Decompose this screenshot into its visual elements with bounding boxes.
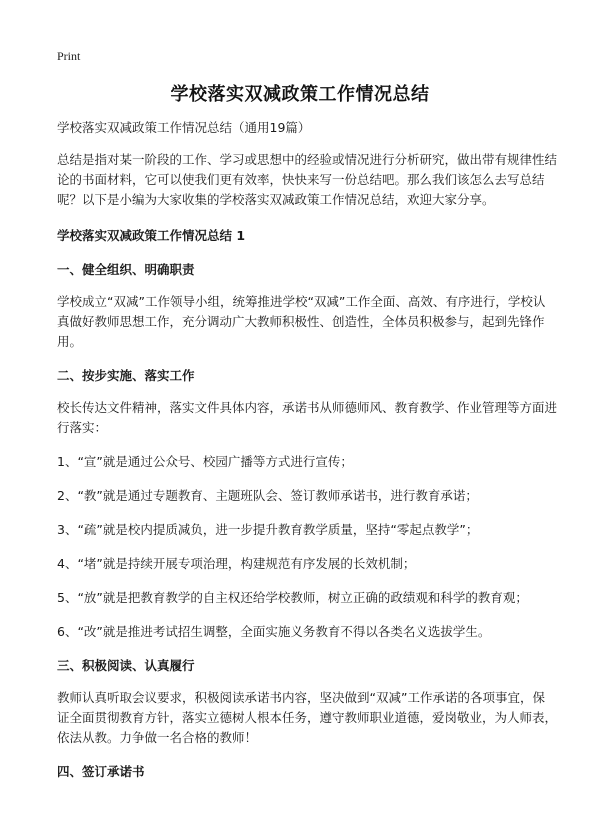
intro-paragraph: 总结是指对某一阶段的工作、学习或思想中的经验或情况进行分析研究，做出带有规律性结论的书面材料，它可以使我们更有效率，快快来写一份总结吧。那么我们该怎么去写总结呢？以下是小编为大家收集的学校落实双减政策工作情况总结，欢迎大家分享。 <box>57 152 558 207</box>
paragraph-3: 教师认真听取会议要求，积极阅读承诺书内容，坚决做到“双减”工作承诺的各项事宜，保证全面贯彻教育方针，落实立德树人根本任务，遵守教师职业道德，爱岗敬业，为人师表，依法从教。力争做一名合格的教师！ <box>57 690 558 745</box>
heading-3: 三、积极阅读、认真履行 <box>57 658 195 673</box>
document-body <box>57 118 557 794</box>
list-item: 3、“疏”就是校内提质减负，进一步提升教育教学质量，坚持“零起点教学”； <box>57 522 479 537</box>
list-item: 1、“宣”就是通过公众号、校园广播等方式进行宣传； <box>57 454 353 469</box>
document-subtitle: 学校落实双减政策工作情况总结（通用19篇） <box>57 120 311 135</box>
paragraph-2: 校长传达文件精神，落实文件具体内容，承诺书从师德师风、教育教学、作业管理等方面进行落实： <box>57 400 558 435</box>
list-item: 2、“教”就是通过专题教育、主题班队会、签订教师承诺书，进行教育承诺； <box>57 488 478 503</box>
paragraph-1: 学校成立“双减”工作领导小组，统筹推进学校“双减”工作全面、高效、有序进行，学校认真做好教师思想工作，充分调动广大教师积极性、创造性，全体员积极参与，起到先锋作用。 <box>57 294 546 349</box>
list-item: 5、“放”就是把教育教学的自主权还给学校教师，树立正确的政绩观和科学的教育观； <box>57 590 528 605</box>
list-item: 4、“堵”就是持续开展专项治理，构建规范有序发展的长效机制； <box>57 556 416 571</box>
heading-1: 一、健全组织、明确职责 <box>57 262 195 277</box>
section-title: 学校落实双减政策工作情况总结 1 <box>57 228 246 243</box>
page-title: 学校落实双减政策工作情况总结 <box>170 84 430 105</box>
heading-4: 四、签订承诺书 <box>57 764 145 779</box>
list-item: 6、“改”就是推进考试招生调整，全面实施义务教育不得以各类名义选拔学生。 <box>57 624 491 639</box>
print-link[interactable]: Print <box>57 49 81 63</box>
heading-2: 二、按步实施、落实工作 <box>57 368 195 383</box>
